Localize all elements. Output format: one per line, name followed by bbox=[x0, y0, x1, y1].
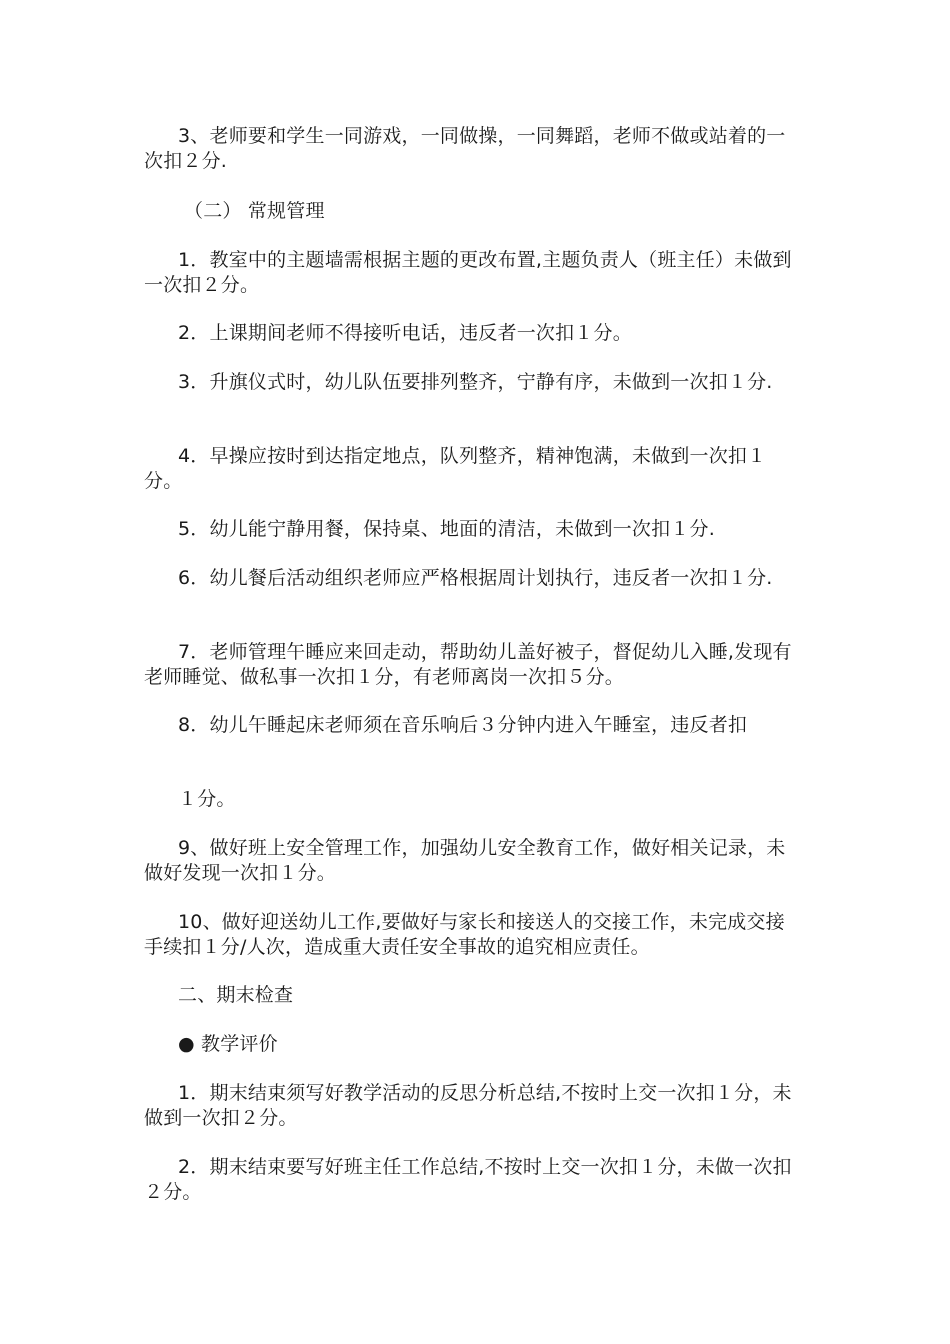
paragraph-rule-2-phone: 2．上课期间老师不得接听电话，违反者一次扣１分。 bbox=[178, 322, 632, 344]
paragraph-rule-8-wake-up: 8．幼儿午睡起床老师须在音乐响后３分钟内进入午睡室，违反者扣 bbox=[178, 714, 748, 736]
paragraph-rule-8-continuation: １分。 bbox=[178, 788, 236, 810]
paragraph-rule-10-handover: 10、做好迎送幼儿工作,要做好与家长和接送人的交接工作，未完成交接手续扣１分/人次，造成重大责任安全事故的追究相应责任。 bbox=[144, 911, 785, 958]
paragraph-rule-5-meals: 5．幼儿能宁静用餐，保持桌、地面的清洁，未做到一次扣１分. bbox=[178, 518, 715, 540]
paragraph-rule-7-nap-supervision: 7．老师管理午睡应来回走动，帮助幼儿盖好被子，督促幼儿入睡,发现有老师睡觉、做私事一次扣１分，有老师离岗一次扣５分。 bbox=[144, 641, 792, 688]
paragraph-eval-2-summary: 2．期末结束要写好班主任工作总结,不按时上交一次扣１分，未做一次扣２分。 bbox=[144, 1156, 792, 1203]
paragraph-rule-6-after-meal: 6．幼儿餐后活动组织老师应严格根据周计划执行，违反者一次扣１分. bbox=[178, 567, 773, 589]
paragraph-rule-3-games: 3、老师要和学生一同游戏，一同做操，一同舞蹈，老师不做或站着的一次扣２分. bbox=[144, 125, 786, 172]
section-heading-final-check: 二、期末检查 bbox=[178, 984, 294, 1006]
subheading-teaching-evaluation: ● 教学评价 bbox=[178, 1033, 278, 1055]
paragraph-rule-1-theme-wall: 1．教室中的主题墙需根据主题的更改布置,主题负责人（班主任）未做到一次扣２分。 bbox=[144, 249, 792, 296]
paragraph-rule-3-flag-ceremony: 3．升旗仪式时，幼儿队伍要排列整齐，宁静有序，未做到一次扣１分. bbox=[178, 371, 773, 393]
paragraph-rule-4-morning-exercise: 4．早操应按时到达指定地点，队列整齐，精神饱满，未做到一次扣１分。 bbox=[144, 445, 767, 492]
paragraph-eval-1-reflection: 1．期末结束须写好教学活动的反思分析总结,不按时上交一次扣１分，未做到一次扣２分。 bbox=[144, 1082, 792, 1129]
section-heading-routine-management: （二） 常规管理 bbox=[184, 200, 325, 222]
paragraph-rule-9-safety: 9、做好班上安全管理工作，加强幼儿安全教育工作，做好相关记录，未做好发现一次扣１分。 bbox=[144, 837, 786, 884]
